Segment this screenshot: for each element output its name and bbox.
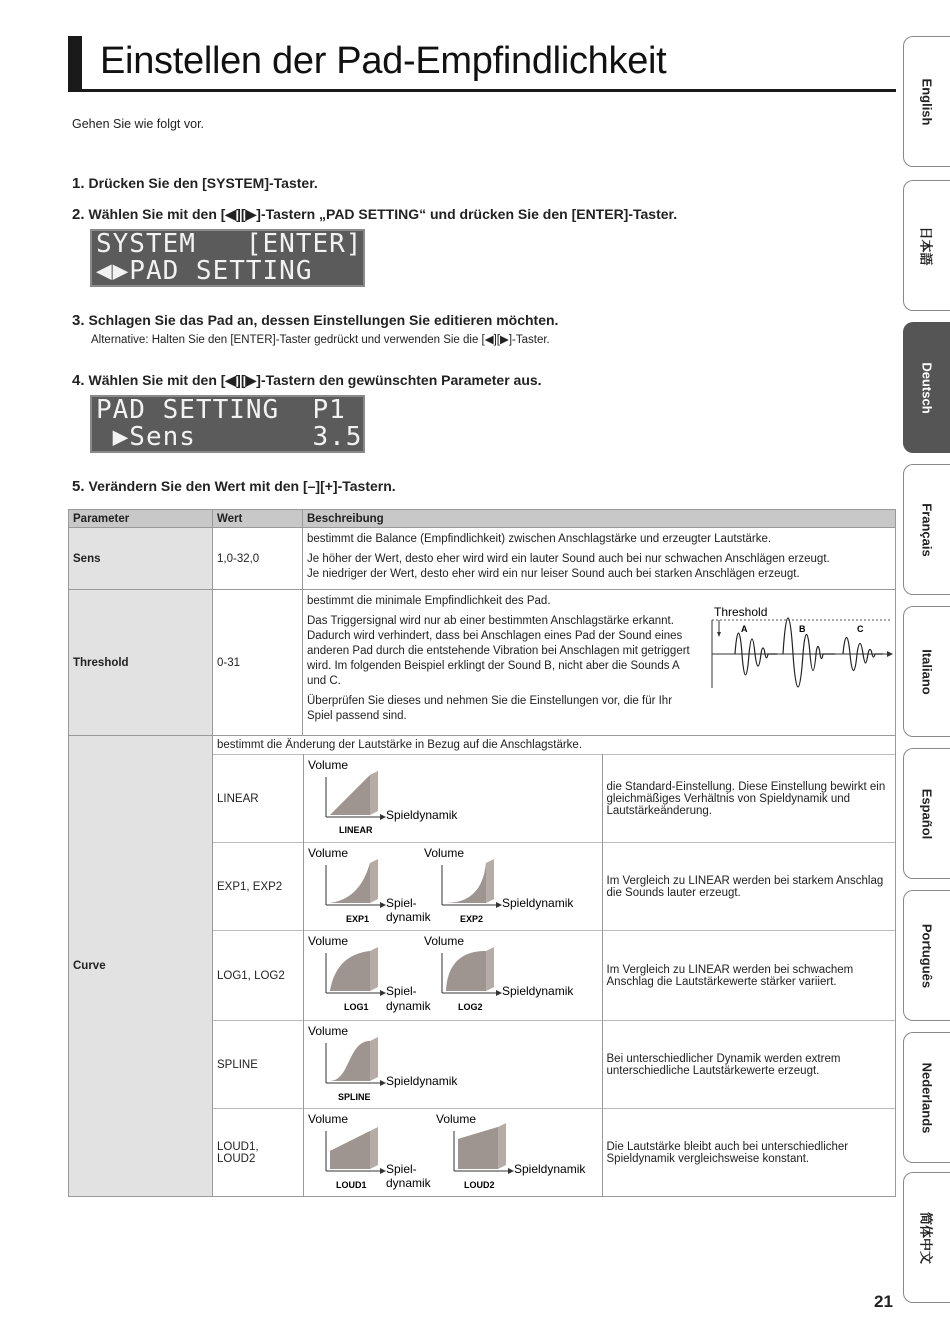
svg-text:dynamik: dynamik bbox=[385, 999, 431, 1013]
curve-desc-spline: Bei unterschiedlicher Dynamik werden extrem unterschiedliche Lautstärkewerte erzeugt. bbox=[602, 1021, 895, 1109]
curve-desc-loud: Die Lautstärke bleibt auch bei unterschiedlicher Spieldynamik vergleichsweise konstant. bbox=[602, 1109, 895, 1197]
curve-graph-exp bbox=[303, 843, 602, 931]
param-sens: Sens bbox=[69, 528, 213, 590]
curve-row-loud bbox=[213, 1109, 895, 1197]
step-4: 4. Wählen Sie mit den [◀][▶]-Tastern den gewünschten Parameter aus. bbox=[72, 372, 542, 389]
curve-value-exp: EXP1, EXP2 bbox=[213, 843, 303, 931]
tab-francais[interactable]: Français bbox=[903, 464, 950, 595]
curve-desc-log: Im Vergleich zu LINEAR werden bei schwachem Anschlag die Lautstärkewerte stärker variiert. bbox=[602, 931, 895, 1021]
svg-text:Spiel-: Spiel- bbox=[385, 984, 417, 998]
curve-value-linear: LINEAR bbox=[213, 755, 303, 843]
curve-desc-linear: die Standard-Einstellung. Diese Einstellung bewirkt ein gleichmäßiges Verhältnis von Spieldynamik und Lautstärkeänderung. bbox=[602, 755, 895, 843]
step-3: 3. Schlagen Sie das Pad an, dessen Einstellungen Sie editieren möchten. bbox=[72, 312, 559, 329]
curve-row-spline bbox=[213, 1021, 895, 1109]
svg-text:LINEAR: LINEAR bbox=[338, 825, 372, 835]
svg-text:Volume: Volume bbox=[307, 846, 348, 860]
tab-portugues[interactable]: Português bbox=[903, 890, 950, 1021]
svg-text:Spieldynamik: Spieldynamik bbox=[501, 896, 573, 910]
svg-text:Spieldynamik: Spieldynamik bbox=[513, 1162, 585, 1176]
header-parameter: Parameter bbox=[69, 510, 213, 528]
curve-value-spline: SPLINE bbox=[213, 1021, 303, 1109]
curve-subtable bbox=[213, 754, 895, 1196]
log-curve-graphs bbox=[308, 933, 598, 1015]
graph-label-c: C bbox=[857, 624, 864, 634]
value-threshold: 0-31 bbox=[213, 590, 303, 736]
svg-text:Volume: Volume bbox=[307, 758, 348, 772]
threshold-graph-label: Threshold bbox=[714, 606, 768, 619]
svg-text:LOUD1: LOUD1 bbox=[335, 1180, 367, 1190]
curve-row-log bbox=[213, 931, 895, 1021]
tab-italiano[interactable]: Italiano bbox=[903, 606, 950, 737]
svg-text:Spieldynamik: Spieldynamik bbox=[385, 1074, 457, 1088]
svg-text:Volume: Volume bbox=[435, 1112, 476, 1126]
param-threshold: Threshold bbox=[69, 590, 213, 736]
svg-text:Volume: Volume bbox=[307, 1112, 348, 1126]
svg-text:Spiel-: Spiel- bbox=[385, 896, 417, 910]
tab-espanol[interactable]: Español bbox=[903, 748, 950, 879]
svg-text:LOUD2: LOUD2 bbox=[463, 1180, 495, 1190]
exp-curve-graphs bbox=[308, 845, 598, 925]
svg-text:EXP1: EXP1 bbox=[345, 914, 369, 924]
svg-text:EXP2: EXP2 bbox=[459, 914, 483, 924]
header-wert: Wert bbox=[213, 510, 303, 528]
tab-chinese[interactable]: 简体中文 bbox=[903, 1172, 950, 1303]
svg-text:Spieldynamik: Spieldynamik bbox=[501, 984, 573, 998]
table-row-sens bbox=[69, 528, 896, 590]
svg-text:Volume: Volume bbox=[423, 846, 464, 860]
curve-value-log: LOG1, LOG2 bbox=[213, 931, 303, 1021]
linear-curve-graph bbox=[308, 757, 598, 837]
table-row-curve bbox=[69, 736, 896, 1197]
loud-curve-graphs bbox=[308, 1111, 598, 1191]
lcd-display-system: SYSTEM [ENTER] ◀▶PAD SETTING bbox=[90, 229, 365, 287]
tab-japanese[interactable]: 日本語 bbox=[903, 180, 950, 311]
param-curve: Curve bbox=[69, 736, 213, 1197]
curve-row-linear bbox=[213, 755, 895, 843]
svg-text:LOG2: LOG2 bbox=[457, 1002, 483, 1012]
curve-graph-log bbox=[303, 931, 602, 1021]
threshold-waveform-graph bbox=[707, 606, 897, 691]
svg-text:dynamik: dynamik bbox=[385, 1176, 431, 1190]
parameter-table bbox=[68, 509, 896, 1197]
svg-text:LOG1: LOG1 bbox=[343, 1002, 369, 1012]
table-row-threshold bbox=[69, 590, 896, 736]
curve-graph-loud bbox=[303, 1109, 602, 1197]
page-title: Einstellen der Pad-Empfindlichkeit bbox=[100, 40, 667, 82]
step-1: 1. Drücken Sie den [SYSTEM]-Taster. bbox=[72, 175, 318, 192]
svg-text:Volume: Volume bbox=[307, 1024, 348, 1038]
curve-value-loud: LOUD1, LOUD2 bbox=[213, 1109, 303, 1197]
svg-text:Spieldynamik: Spieldynamik bbox=[385, 808, 457, 822]
curve-subtable-cell bbox=[213, 736, 896, 1197]
step-3-sub: Alternative: Halten Sie den [ENTER]-Taster gedrückt und verwenden Sie die [◀][▶]-Taster. bbox=[91, 334, 550, 346]
value-sens: 1,0-32,0 bbox=[213, 528, 303, 590]
svg-text:SPLINE: SPLINE bbox=[337, 1092, 371, 1102]
tab-english[interactable]: English bbox=[903, 36, 950, 167]
tab-nederlands[interactable]: Nederlands bbox=[903, 1032, 950, 1163]
table-header-row bbox=[69, 510, 896, 528]
curve-row-exp bbox=[213, 843, 895, 931]
title-bar-marker bbox=[68, 36, 82, 90]
step-5: 5. Verändern Sie den Wert mit den [–][+]-Tastern. bbox=[72, 478, 396, 495]
step-2: 2. Wählen Sie mit den [◀][▶]-Tastern „PAD SETTING“ und drücken Sie den [ENTER]-Taster. bbox=[72, 206, 678, 223]
spline-curve-graph bbox=[308, 1023, 598, 1103]
lcd-display-pad-setting: PAD SETTING P1 ▶Sens 3.5 bbox=[90, 395, 365, 453]
tab-deutsch[interactable]: Deutsch bbox=[903, 322, 950, 453]
desc-sens: bestimmt die Balance (Empfindlichkeit) zwischen Anschlagstärke und erzeugter Lautstärke. Je höher der Wert, desto eher wird wird ein lauter Sound auch bei nur schwachen Anschlägen erzeugt. Je niedriger der Wert, desto eher wird ein nur leiser Sound auch bei starken Anschlägen erzeugt. bbox=[303, 528, 896, 590]
curve-intro: bestimmt die Änderung der Lautstärke in Bezug auf die Anschlagstärke. bbox=[217, 739, 583, 751]
svg-text:Spiel-: Spiel- bbox=[385, 1162, 417, 1176]
svg-text:Volume: Volume bbox=[423, 934, 464, 948]
curve-desc-exp: Im Vergleich zu LINEAR werden bei starkem Anschlag die Sounds lauter erzeugt. bbox=[602, 843, 895, 931]
graph-label-b: B bbox=[799, 624, 806, 634]
header-beschreibung: Beschreibung bbox=[303, 510, 896, 528]
graph-label-a: A bbox=[741, 624, 748, 634]
title-rule bbox=[68, 89, 896, 92]
svg-text:Volume: Volume bbox=[307, 934, 348, 948]
page-number: 21 bbox=[874, 1292, 893, 1311]
svg-text:dynamik: dynamik bbox=[385, 910, 431, 924]
curve-graph-spline bbox=[303, 1021, 602, 1109]
desc-threshold: bestimmt die minimale Empfindlichkeit des Pad. Das Triggersignal wird nur ab einer bestimmten Anschlagstärke erkannt. Dadurch wird verhindert, dass bei Anschlagen eines Pad der Sound eines anderen Pad durch die entstehende Vibration bei Anschlagen mit getriggert wird. Im folgenden Beispiel erklingt der Sound B, nicht aber die Sounds A und C. Überprüfen Sie dieses und nehmen Sie die Einstellungen vor, die für Ihr Spiel passend sind. Threshold A B C bbox=[303, 590, 896, 736]
curve-graph-linear bbox=[303, 755, 602, 843]
intro-text: Gehen Sie wie folgt vor. bbox=[72, 117, 205, 131]
